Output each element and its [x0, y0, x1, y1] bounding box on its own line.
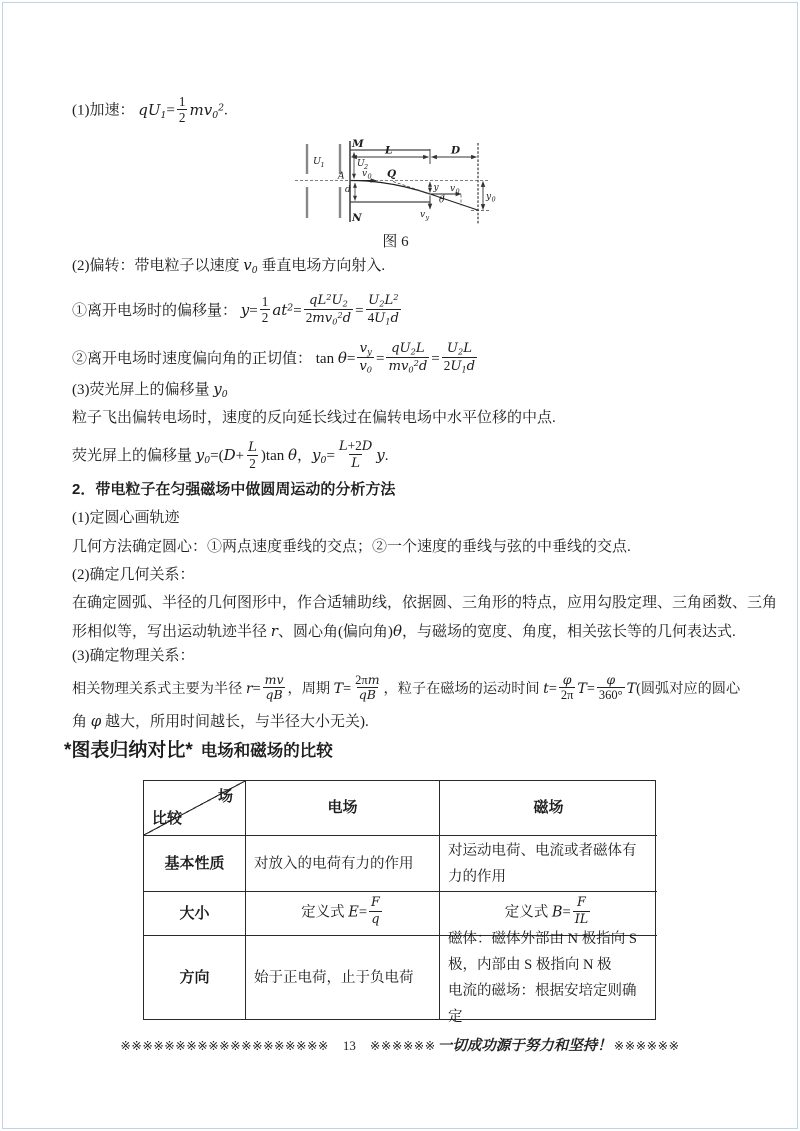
paragraph-method-step1-text — [72, 534, 631, 560]
label-gap-d: d — [345, 185, 351, 195]
text-run: 2 — [178, 109, 186, 125]
page-number: 13 — [342, 1038, 356, 1053]
text-run: 2π — [355, 673, 368, 687]
math-variable: L — [351, 456, 360, 472]
math-variable: L — [248, 439, 257, 455]
math-fraction — [573, 895, 591, 927]
math-variable: φ — [90, 712, 102, 730]
text-run: = — [249, 302, 258, 319]
text-run: 2 — [305, 309, 313, 325]
math-fraction — [369, 895, 382, 927]
math-superscript: 2 — [337, 309, 343, 320]
math-variable: $mv0^2$ — [388, 357, 419, 375]
footer-stars-right: ※※※※※※ — [613, 1039, 680, 1053]
math-variable: qU1 — [138, 100, 167, 121]
math-variable: r — [270, 622, 278, 640]
math-variable: U2 — [368, 293, 385, 309]
trajectory-straight — [430, 194, 479, 211]
table-cell-direction-magnetic — [439, 930, 657, 1025]
math-variable: vy — [359, 341, 372, 357]
math-superscript: 2 — [287, 302, 294, 314]
text-run: = — [586, 681, 595, 698]
math-variable: θ — [337, 348, 347, 367]
paragraph-method-step2-title — [72, 562, 195, 588]
text-run: ，粒子在磁场的运动时间 — [383, 681, 544, 698]
text-run: 2 — [261, 309, 269, 325]
label-entry-point-a: A — [338, 171, 345, 182]
label-y0-sub: 0 — [491, 195, 496, 204]
math-variable: y0 — [195, 445, 211, 466]
math-variable: L — [338, 439, 348, 454]
text-run: = — [252, 681, 261, 698]
diagonal-label-field: 场 — [217, 788, 233, 805]
math-fraction — [442, 340, 477, 375]
math-variable: y0 — [312, 445, 327, 466]
math-variable: d — [418, 358, 428, 374]
text-run: (3)确定物理关系： — [72, 648, 195, 664]
table-cell-basic-magnetic — [439, 835, 657, 891]
math-variable: $qL^2$ — [309, 291, 332, 308]
math-variable: qU2 — [391, 341, 416, 357]
text-run: 2π — [560, 688, 574, 703]
label-u2: U — [357, 159, 365, 169]
math-subscript: 1 — [160, 109, 167, 121]
paragraph-method-step3-text-1 — [72, 672, 741, 705]
math-variable: L — [463, 341, 472, 356]
comparison-table — [143, 780, 656, 1025]
comparison-heading — [64, 735, 333, 762]
label-plate-n: N — [352, 212, 362, 224]
reverse-extension-dashed — [393, 182, 429, 194]
math-subscript: y — [367, 346, 372, 357]
math-variable: θ — [287, 445, 298, 464]
math-subscript: 0 — [408, 364, 414, 375]
math-variable: F — [371, 895, 380, 911]
math-subscript: 0 — [320, 454, 327, 466]
text-run: 形相似等，写出运动轨迹半径 — [72, 624, 271, 640]
math-subscript: 2 — [342, 298, 348, 309]
cell-content — [301, 897, 384, 929]
cell-content — [254, 965, 414, 991]
table-header-magnetic: 磁场 — [439, 781, 657, 835]
label-v0-sub: 0 — [367, 172, 372, 181]
text-run: = — [343, 681, 352, 698]
text-run: 4 — [367, 309, 375, 325]
text-run: 磁体：磁体外部由 N 极指向 S 极，内部由 S 极指向 N 极 — [448, 930, 637, 973]
diagonal-label-compare: 比较 — [152, 810, 183, 827]
math-variable: θ — [392, 622, 402, 640]
cell-content — [448, 838, 649, 890]
figure-6 — [293, 136, 498, 228]
math-variable: v0 — [359, 358, 372, 375]
text-run: 2 — [443, 357, 451, 373]
math-variable: T — [333, 681, 344, 698]
math-variable: t — [543, 681, 549, 698]
label-exit-v0: v — [450, 184, 456, 194]
math-variable: y0 — [213, 380, 228, 400]
label-y0: y — [486, 192, 492, 202]
text-run: = — [355, 302, 364, 319]
math-subscript: 0 — [366, 364, 372, 375]
text-run: (3)荧光屏上的偏移量 — [72, 382, 214, 398]
math-subscript: 0 — [212, 109, 219, 121]
math-variable: qB — [358, 687, 376, 703]
paragraph-method-step3-text-2 — [72, 708, 369, 735]
label-deflection-y: y — [433, 183, 439, 193]
math-fraction — [353, 673, 381, 703]
text-run: = — [326, 447, 335, 464]
math-variable: $mv0^2$ — [189, 100, 225, 121]
text-run: . — [384, 447, 389, 464]
cell-content — [254, 851, 414, 877]
math-variable: IL — [574, 912, 589, 927]
paragraph-screen-offset-formula — [72, 440, 389, 474]
math-variable: v0 — [243, 256, 258, 276]
heading-star-part: *图表归纳对比* — [64, 740, 193, 761]
text-run: (2)确定几何关系： — [72, 567, 195, 583]
table-row-label-direction: 方向 — [144, 935, 245, 1019]
text-run: 荧光屏上的偏移量 — [72, 447, 196, 464]
math-subscript: 0 — [251, 264, 258, 276]
text-run: 越大，所用时间越长，与半径大小无关). — [101, 714, 369, 730]
math-variable: E — [348, 904, 359, 921]
math-variable: φ — [562, 672, 572, 687]
text-run: 垂直电场方向射入. — [257, 258, 386, 274]
math-variable: L — [415, 341, 425, 356]
math-variable: F — [577, 895, 586, 911]
text-run: ②离开电场时速度偏向角的正切值： tan — [72, 350, 338, 367]
text-run: = — [375, 350, 385, 367]
text-run: + — [235, 447, 245, 464]
math-fraction — [177, 94, 188, 125]
text-run: . — [224, 102, 228, 119]
label-length-l: L — [385, 144, 393, 157]
table-cell-magnitude-electric — [245, 891, 439, 935]
math-superscript: 2 — [413, 357, 419, 368]
text-run: 2 — [249, 455, 256, 471]
text-run: (1)加速： — [72, 102, 139, 119]
text-run: (圆弧对应的圆心 — [636, 681, 741, 698]
label-exit-v0-sub: 0 — [455, 187, 460, 196]
text-run: 定义式 — [301, 904, 349, 921]
math-variable: U1 — [450, 358, 467, 375]
text-run: 对放入的电荷有力的作用 — [254, 855, 414, 872]
math-variable: φ — [606, 672, 616, 687]
label-midpoint-q: Q — [387, 168, 397, 180]
text-run: = — [346, 350, 356, 367]
text-run: +2 — [347, 438, 362, 453]
math-subscript: 0 — [204, 454, 211, 466]
table-row-label-basic-property: 基本性质 — [144, 835, 245, 891]
text-run: ，与磁场的宽度、角度，相关弦长等的几何表达式. — [401, 624, 736, 640]
text-run: = — [358, 904, 368, 921]
text-run: (1)定圆心画轨迹 — [72, 510, 180, 526]
cell-content — [448, 926, 649, 1030]
footer-stars-mid: ※※※※※※ — [369, 1039, 436, 1053]
paragraph-tangent-exit-formula — [72, 342, 479, 377]
paragraph-method-step2-text-2 — [72, 618, 736, 645]
text-run: = — [166, 102, 175, 119]
paragraph-method-step2-text-1 — [72, 590, 777, 616]
math-superscript: 2 — [326, 291, 332, 302]
math-fraction — [337, 438, 374, 471]
paragraph-accelerate — [72, 95, 228, 129]
math-variable: d — [466, 358, 476, 374]
text-run: 定义式 — [504, 904, 552, 921]
paragraph-method-step3-title — [72, 643, 195, 669]
math-fraction — [597, 673, 625, 703]
text-run: = — [293, 302, 302, 319]
label-plate-m: M — [352, 138, 364, 150]
text-run: 360° — [598, 688, 623, 703]
math-variable: D — [361, 439, 373, 454]
math-variable: T — [577, 681, 587, 698]
text-run: = — [562, 904, 571, 921]
math-subscript: 1 — [461, 364, 467, 375]
text-run: 1 — [261, 293, 269, 309]
text-run: 电流的磁场：根据安培定则确定 — [448, 982, 637, 1025]
text-run: ，周期 — [287, 681, 334, 698]
trajectory-parabola — [351, 181, 430, 195]
table-header-electric: 电场 — [245, 781, 439, 835]
math-subscript: 2 — [379, 298, 385, 309]
label-u2-sub: 2 — [364, 163, 369, 171]
paragraph-midpoint-note — [72, 405, 556, 431]
text-run: = — [548, 681, 557, 698]
math-fraction — [559, 673, 576, 703]
figure-caption: 图 6 — [382, 234, 409, 250]
math-subscript: 0 — [332, 316, 338, 327]
text-run: 角 — [72, 714, 91, 730]
paragraph-section2-title — [72, 477, 395, 503]
math-fraction — [260, 294, 271, 325]
math-subscript: 1 — [385, 316, 391, 327]
text-run: 几何方法确定圆心：①两点速度垂线的交点；②一个速度的垂线与弦的中垂线的交点. — [72, 539, 631, 555]
table-cell-direction-electric — [245, 935, 439, 1019]
text-run: 粒子飞出偏转电场时，速度的反向延长线过在偏转电场中水平位移的中点. — [72, 410, 556, 426]
text-run: 在确定圆弧、半径的几何图形中，作合适辅助线，依据圆、三角形的特点，应用勾股定理、三角函数、三角 — [72, 595, 778, 611]
text-run: 对运动电荷、电流或者磁体有力的作用 — [448, 842, 637, 885]
label-distance-d: D — [451, 144, 461, 157]
text-run: 相关物理关系式主要为半径 — [72, 681, 246, 698]
text-run: ①离开电场时的偏移量： — [72, 302, 241, 319]
math-fraction — [304, 292, 353, 327]
label-v0: v — [362, 169, 368, 179]
table-diagonal-header-cell — [144, 781, 245, 835]
math-fraction — [357, 340, 374, 375]
math-variable: T — [626, 681, 637, 698]
math-fraction — [263, 673, 286, 703]
math-variable: y — [240, 300, 250, 319]
math-fraction — [386, 340, 429, 375]
math-variable: B — [551, 904, 563, 921]
text-run: 始于正电荷，止于负电荷 — [254, 969, 414, 986]
text-run: )tan — [260, 447, 288, 464]
math-variable: $mv0^2$ — [312, 309, 343, 327]
math-variable: U1 — [374, 310, 391, 327]
math-superscript: 2 — [218, 102, 225, 113]
math-variable: U2 — [446, 341, 464, 357]
math-subscript: 0 — [221, 388, 228, 400]
math-variable: U2 — [331, 293, 348, 309]
math-variable: y — [376, 445, 385, 464]
text-run: 1 — [178, 93, 186, 109]
text-run: 、圆心角(偏向角) — [277, 624, 393, 640]
table-cell-basic-electric — [245, 835, 439, 891]
math-variable: mv — [264, 672, 284, 687]
math-variable: qB — [265, 687, 283, 703]
math-variable: d — [390, 310, 399, 326]
label-u1: U — [313, 156, 322, 167]
text-run: = — [431, 350, 440, 367]
paragraph-method-step1-title — [72, 505, 180, 531]
label-u1-sub: 1 — [320, 161, 325, 169]
text-run: (2)偏转：带电粒子以速度 — [72, 258, 244, 274]
deflection-diagram — [293, 136, 498, 228]
math-variable: $at^2$ — [272, 300, 294, 319]
math-variable: $L^2$ — [384, 291, 399, 308]
label-vy-sub: y — [425, 213, 430, 222]
label-vy: v — [420, 210, 426, 220]
text-run: 2．带电粒子在匀强磁场中做圆周运动的分析方法 — [72, 481, 396, 498]
heading-rest: 电场和磁场的比较 — [200, 742, 333, 760]
math-subscript: 2 — [458, 346, 464, 357]
math-fraction — [246, 439, 259, 471]
table-row-label-magnitude: 大小 — [144, 891, 245, 935]
paragraph-offset-exit-formula — [72, 291, 403, 329]
math-variable: q — [371, 912, 380, 927]
math-fraction — [366, 292, 401, 327]
paragraph-screen-offset-title — [72, 376, 228, 408]
text-run: =( — [210, 447, 224, 464]
footer-motto: 一切成功源于努力和坚持！ — [437, 1038, 612, 1054]
math-subscript: 2 — [410, 346, 416, 357]
math-variable: d — [342, 310, 352, 326]
paragraph-deflect-intro — [72, 252, 385, 284]
label-theta: θ — [439, 195, 445, 206]
math-variable: D — [223, 445, 236, 464]
math-variable: m — [367, 672, 380, 687]
math-variable: r — [245, 681, 253, 698]
text-run: ， — [297, 447, 313, 464]
page-footer — [0, 1034, 800, 1055]
math-superscript: 2 — [393, 291, 399, 302]
footer-stars-left: ※※※※※※※※※※※※※※※※※※※ — [120, 1039, 329, 1053]
